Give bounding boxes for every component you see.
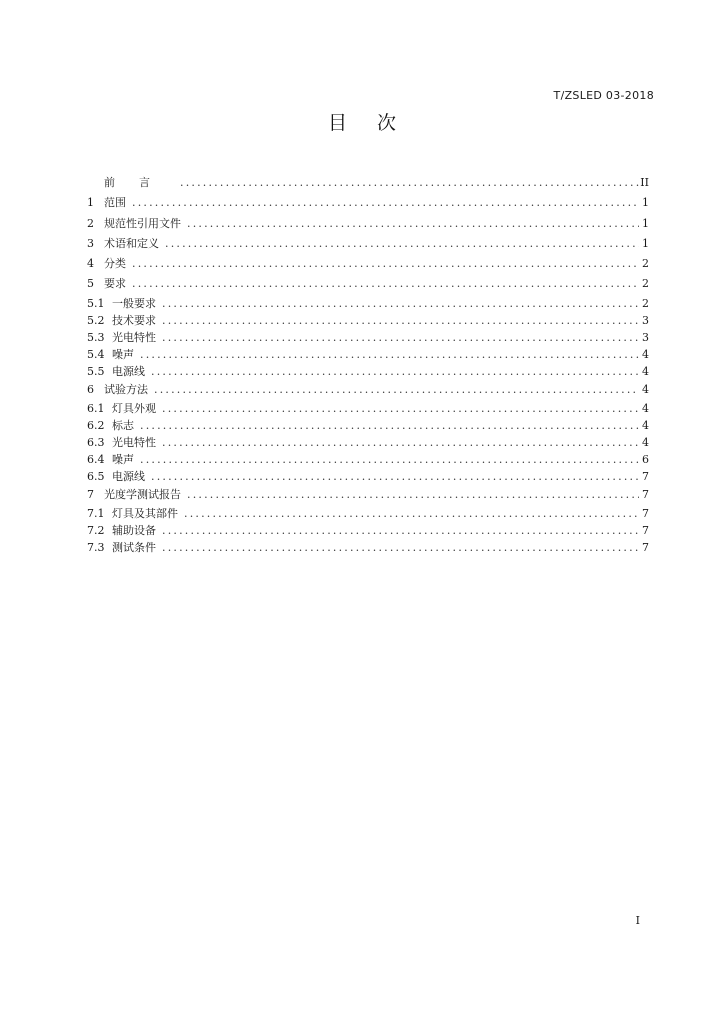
toc-entry-label: 电源线	[112, 470, 145, 484]
toc-entry-page: 4	[642, 402, 649, 416]
toc-entry-page: 1	[642, 236, 649, 250]
toc-entry[interactable]	[87, 329, 649, 346]
dot-leader	[158, 434, 639, 451]
toc-entry-page: 7	[642, 507, 649, 521]
toc-entry-number: 4	[87, 257, 94, 271]
toc-entry-page: 4	[642, 436, 649, 450]
dot-leader	[161, 234, 639, 254]
toc-entry-label: 一般要求	[112, 296, 156, 310]
toc-entry-label: 光度学测试报告	[104, 488, 181, 502]
page-title: 目次	[327, 112, 426, 134]
toc-entry-number: 7.1	[87, 507, 105, 521]
toc-entry-page: 4	[642, 382, 649, 396]
toc-entry[interactable]	[87, 214, 649, 234]
toc-entry-number: 6.3	[87, 436, 105, 450]
page-number: I	[635, 914, 640, 927]
dot-leader	[158, 400, 639, 417]
toc-entry[interactable]	[87, 346, 649, 363]
toc-entry-page: 1	[642, 216, 649, 230]
toc-entry-label: 规范性引用文件	[104, 216, 181, 230]
toc-entry-number: 2	[87, 216, 94, 230]
toc-entry-page: 4	[642, 419, 649, 433]
toc-entry[interactable]	[87, 173, 649, 193]
toc-entry[interactable]	[87, 451, 649, 468]
toc-entry-number: 7.3	[87, 541, 105, 555]
toc-entry[interactable]	[87, 193, 649, 213]
toc-entry[interactable]	[87, 485, 649, 505]
toc-entry-label: 标志	[112, 419, 134, 433]
toc-entry[interactable]	[87, 254, 649, 274]
toc-entry[interactable]	[87, 234, 649, 254]
toc-entry-label: 光电特性	[112, 330, 156, 344]
toc-entry-number: 6.2	[87, 419, 105, 433]
toc-entry-label: 分类	[104, 257, 126, 271]
toc-entry-page: 7	[642, 470, 649, 484]
toc-entry[interactable]	[87, 505, 649, 522]
document-code: T/ZSLED 03-2018	[553, 89, 654, 102]
toc-entry[interactable]	[87, 468, 649, 485]
dot-leader	[147, 468, 639, 485]
toc-entry-page: 7	[642, 541, 649, 555]
toc-entry-label: 辅助设备	[112, 524, 156, 538]
dot-leader	[128, 193, 639, 213]
toc-entry-number: 7	[87, 488, 94, 502]
toc-entry-number: 5	[87, 277, 94, 291]
toc-entry-label: 试验方法	[104, 382, 148, 396]
toc-entry-number: 7.2	[87, 524, 105, 538]
toc-entry-number: 6.1	[87, 402, 105, 416]
toc-entry-page: II	[640, 176, 649, 189]
toc-entry[interactable]	[87, 274, 649, 294]
toc-entry-page: 2	[642, 257, 649, 271]
toc-entry[interactable]	[87, 539, 649, 556]
toc-entry-label: 范围	[104, 196, 126, 210]
toc-entry-page: 2	[642, 296, 649, 310]
toc-entry-number: 6.5	[87, 470, 105, 484]
toc-entry-label: 灯具外观	[112, 402, 156, 416]
toc-entry[interactable]	[87, 363, 649, 380]
toc-entry-number: 6	[87, 382, 94, 396]
toc-entry[interactable]	[87, 312, 649, 329]
dot-leader	[158, 329, 639, 346]
toc-entry-label: 要求	[104, 277, 126, 291]
toc-entry[interactable]	[87, 434, 649, 451]
toc-entry[interactable]	[87, 417, 649, 434]
toc-entry-page: 2	[642, 277, 649, 291]
toc-entry-number: 5.4	[87, 347, 105, 361]
toc-entry-label: 电源线	[112, 364, 145, 378]
dot-leader	[158, 539, 639, 556]
toc-entry-number: 6.4	[87, 453, 105, 467]
toc-entry-number: 3	[87, 236, 94, 250]
toc-entry-page: 1	[642, 196, 649, 210]
toc-entry-page: 4	[642, 347, 649, 361]
dot-leader	[183, 485, 639, 505]
dot-leader	[136, 346, 639, 363]
toc-entry-page: 7	[642, 488, 649, 502]
toc-entry-number: 1	[87, 196, 94, 210]
dot-leader	[158, 295, 639, 312]
dot-leader	[128, 274, 639, 294]
toc-entry[interactable]	[87, 380, 649, 400]
toc-entry-page: 3	[642, 330, 649, 344]
dot-leader	[176, 173, 639, 193]
dot-leader	[136, 417, 639, 434]
toc-entry-number: 5.2	[87, 313, 105, 327]
toc-entry-label: 光电特性	[112, 436, 156, 450]
dot-leader	[150, 380, 639, 400]
table-of-contents	[87, 173, 649, 556]
dot-leader	[158, 312, 639, 329]
toc-entry-label: 测试条件	[112, 541, 156, 555]
dot-leader	[128, 254, 639, 274]
toc-entry-label: 术语和定义	[104, 236, 159, 250]
toc-entry[interactable]	[87, 400, 649, 417]
toc-entry[interactable]	[87, 522, 649, 539]
toc-entry-label: 前言	[104, 176, 174, 189]
toc-entry-label: 噪声	[112, 347, 134, 361]
dot-leader	[183, 214, 639, 234]
toc-entry-page: 4	[642, 364, 649, 378]
dot-leader	[158, 522, 639, 539]
toc-entry-page: 6	[642, 453, 649, 467]
toc-entry-page: 3	[642, 313, 649, 327]
toc-entry-label: 灯具及其部件	[112, 507, 178, 521]
toc-entry-label: 技术要求	[112, 313, 156, 327]
dot-leader	[136, 451, 639, 468]
toc-entry-page: 7	[642, 524, 649, 538]
toc-entry[interactable]	[87, 295, 649, 312]
toc-entry-number: 5.5	[87, 364, 105, 378]
dot-leader	[147, 363, 639, 380]
toc-entry-number: 5.1	[87, 296, 105, 310]
dot-leader	[180, 505, 639, 522]
toc-entry-label: 噪声	[112, 453, 134, 467]
toc-entry-number: 5.3	[87, 330, 105, 344]
